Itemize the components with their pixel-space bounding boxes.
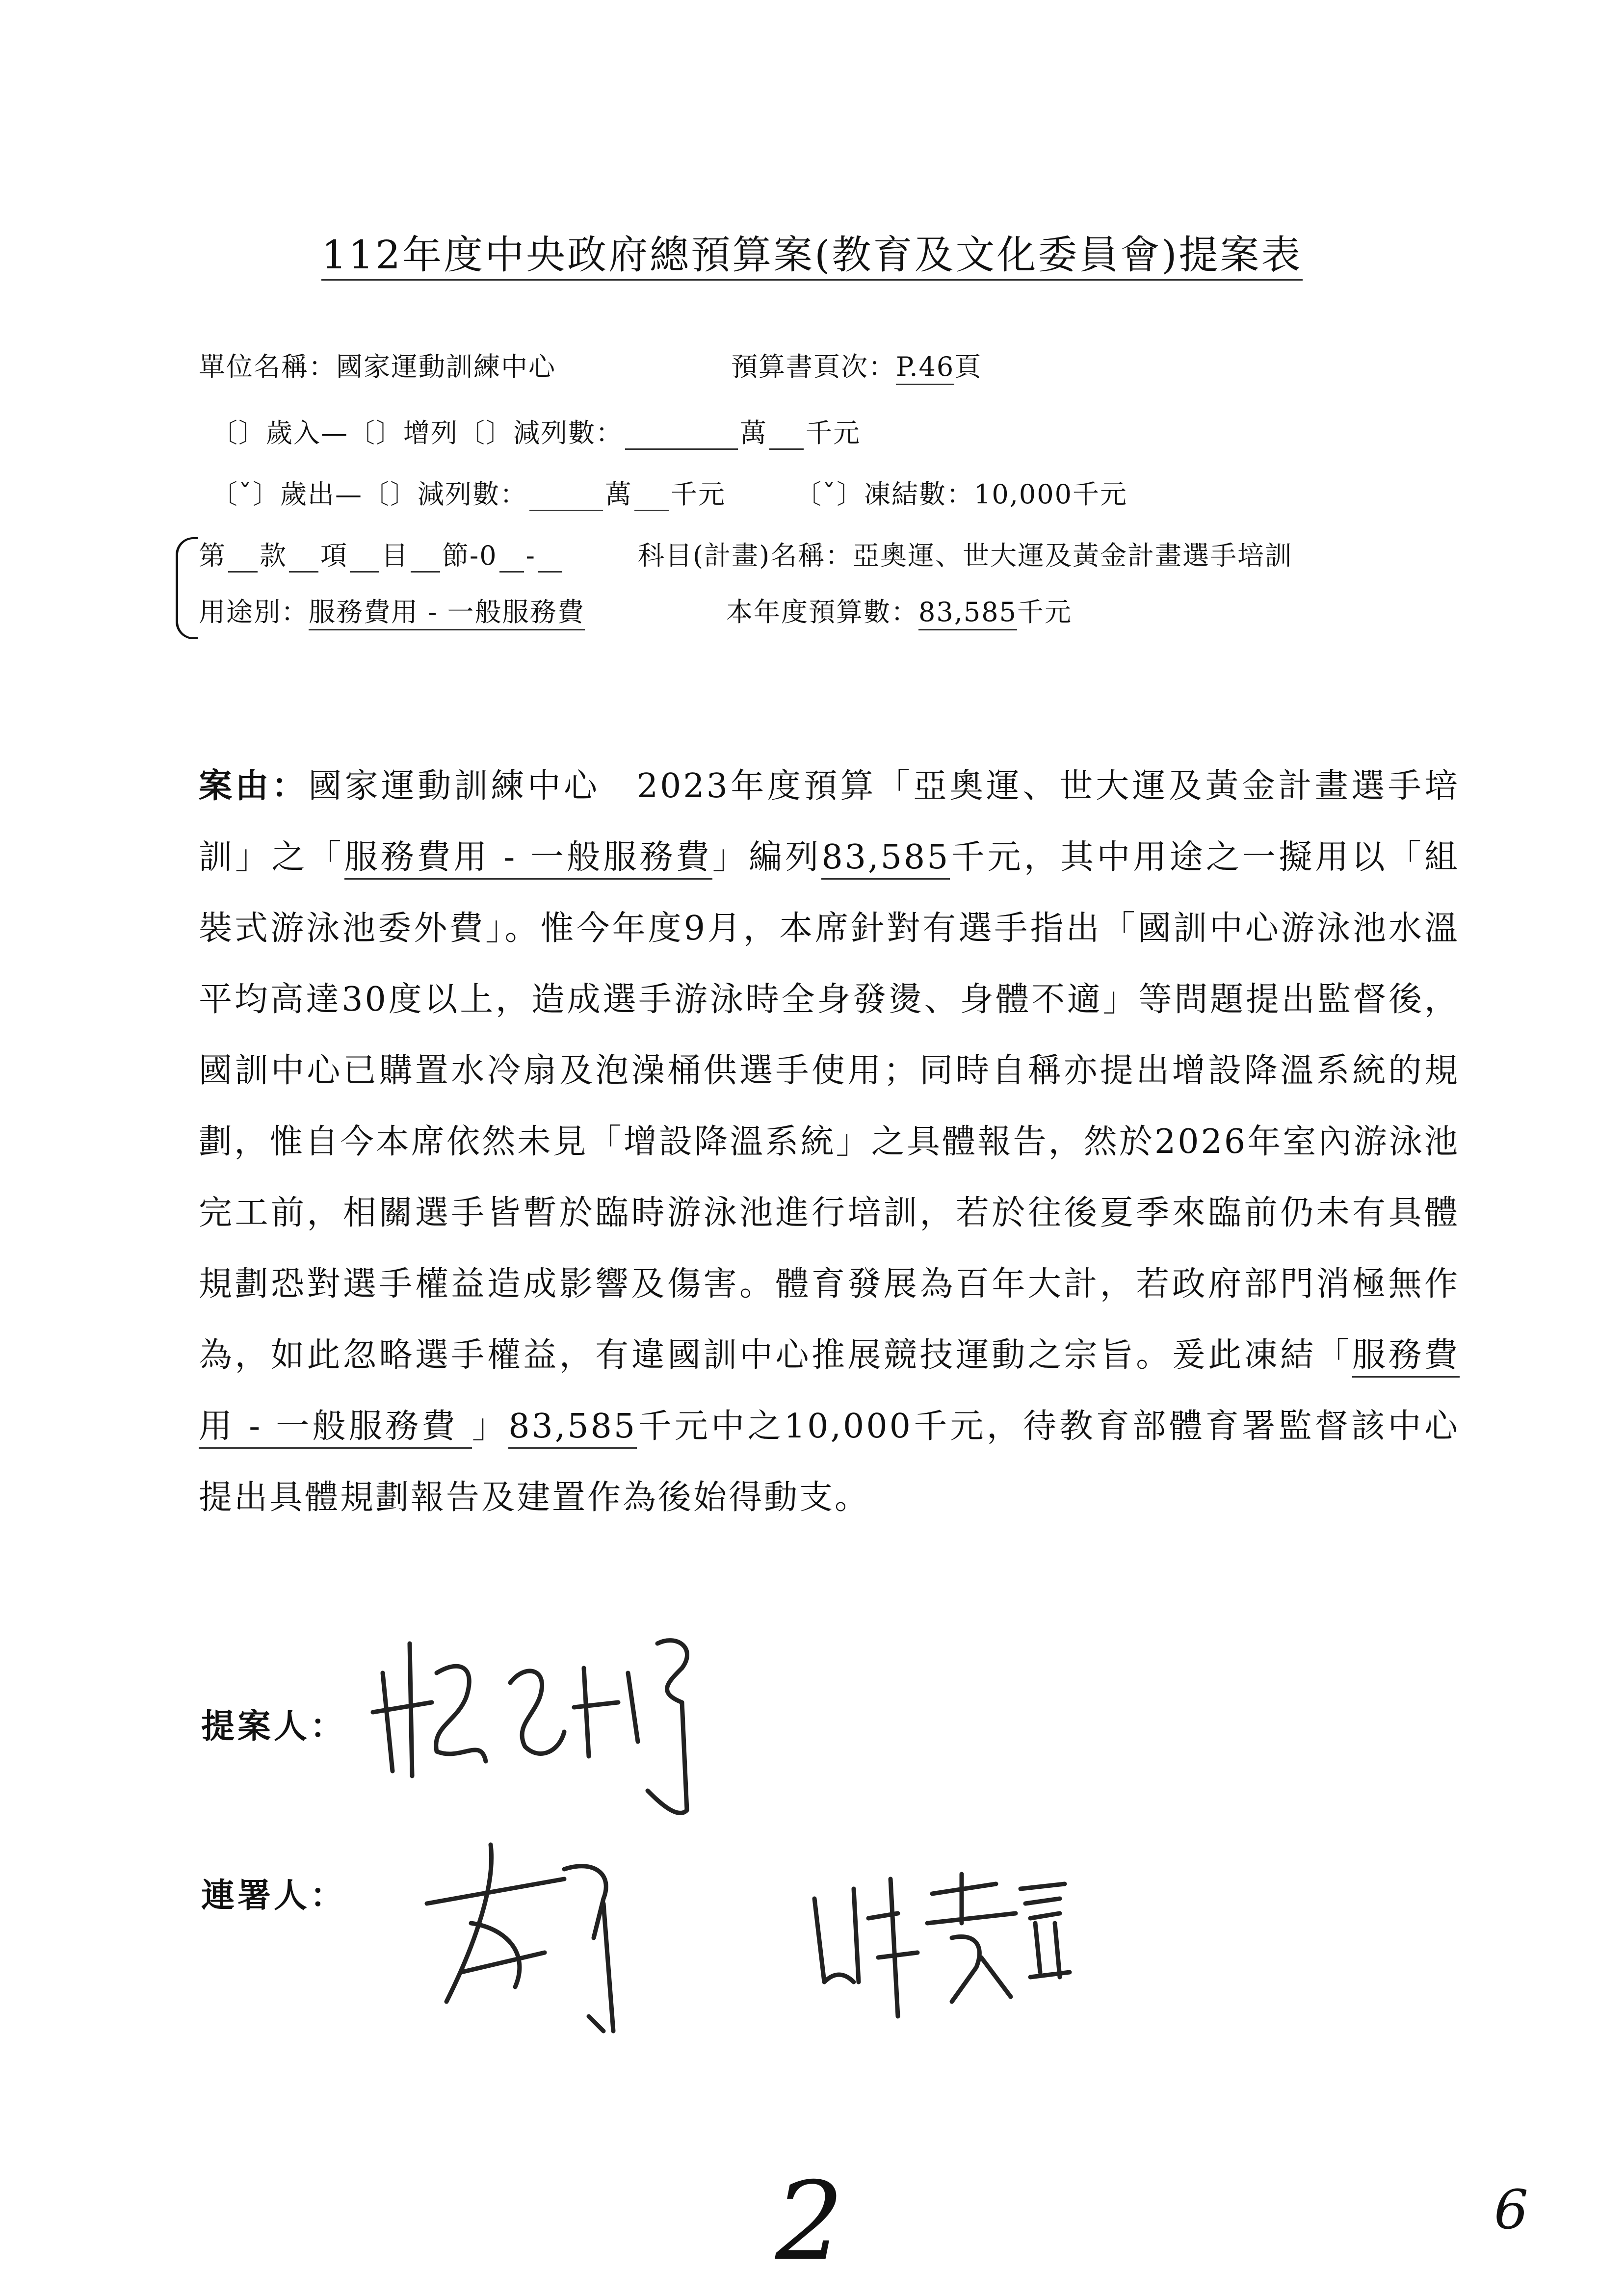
annual-budget-row: 本年度預算數：83,585千元	[726, 591, 1072, 629]
unit-value: 國家運動訓練中心	[336, 351, 556, 382]
corner-number: 6	[1494, 2178, 1528, 2241]
cosigner-label: 連署人：	[201, 1876, 347, 1915]
freeze-amount: 〔ˇ〕凍結數：10,000千元	[795, 479, 1127, 510]
page-value: P.46	[896, 351, 954, 385]
unit-name-row	[199, 346, 556, 384]
reason-label: 案由：	[199, 766, 309, 806]
page-number: 2	[775, 2159, 844, 2284]
subject-row: 科目(計畫)名稱：亞奧運、世大運及黃金計畫選手培訓	[638, 540, 1293, 571]
page-title: 112年度中央政府總預算案(教育及文化委員會)提案表	[0, 223, 1624, 280]
budget-value: 83,585	[918, 597, 1017, 630]
cosigner-signature-2	[805, 1859, 1079, 2021]
unit-label: 單位名稱：	[199, 351, 336, 382]
expenditure-row: 〔ˇ〕歲出—〔〕減列數： 萬 千元	[211, 473, 726, 511]
proposer-label: 提案人：	[201, 1707, 347, 1746]
proposer-signature	[363, 1614, 716, 1820]
revenue-row: 〔〕歲入—〔〕增列〔〕減列數： 萬 千元	[211, 412, 861, 450]
cosigner-signature-1	[417, 1825, 662, 2061]
budget-page-row: 預算書頁次：P.46頁	[731, 346, 982, 384]
use-value: 服務費用 - 一般服務費	[309, 597, 585, 630]
use-row: 用途別：服務費用 - 一般服務費	[199, 591, 585, 629]
section-row: 第 款 項 目 節-0 -	[199, 535, 564, 573]
form-brace	[176, 537, 198, 639]
proposal-reason: 案由：國家運動訓練中心 2023年度預算「亞奧運、世大運及黃金計畫選手培訓」之「服務費用 - 一般服務費」編列83,585千元，其中用途之一擬用以「組裝式游泳池委外費」。惟今年度9月，本席針對有選手指出「國訓中心游泳池水溫平均高達30度以上，造成選手游泳時全身發燙、身體不適」等問題提出監督後，國訓中心已購置水冷扇及泡澡桶供選手使用；同時自稱亦提出增設降溫系統的規劃，惟自今本席依然未見「增設降溫系統」之具體報告，然於2026年室內游泳池完工前，相關選手皆暫於臨時游泳池進行培訓，若於往後夏季來臨前仍未有具體規劃恐對選手權益造成影響及傷害。體育發展為百年大計，若政府部門消極無作為，如此忽略選手權益，有違國訓中心推展競技運動之宗旨。爰此凍結「服務費用 - 一般服務費 」83,585千元中之10,000千元，待教育部體育署監督該中心提出具體規劃報告及建置作為後始得動支。	[199, 766, 1460, 1517]
